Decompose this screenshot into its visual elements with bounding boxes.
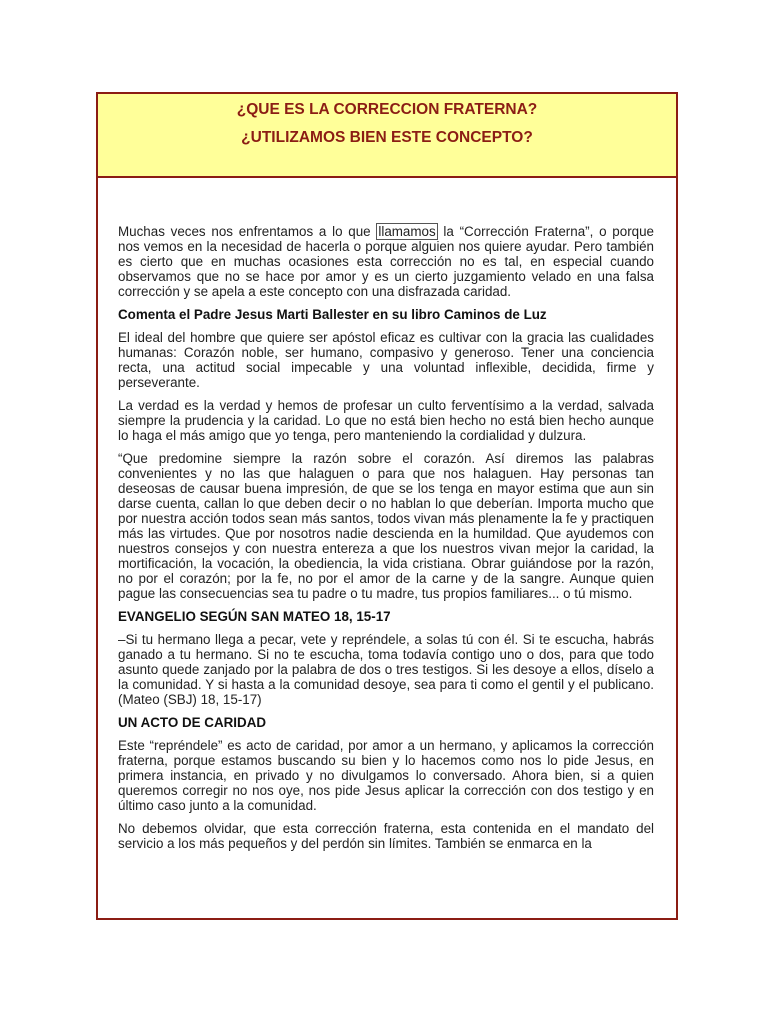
document-frame: [96, 92, 678, 920]
section-heading-caridad: UN ACTO DE CARIDAD: [118, 715, 267, 730]
document-body: [98, 178, 676, 851]
paragraph-reprendele: Este “repréndele” es acto de caridad, por amor a un hermano, y aplicamos la corrección fraterna, porque estamos buscando su bien y lo hacemos como nos lo pide Jesus, en primera instancia, en privado y no divulgamos lo conversado. Ahora bien, si a quien queremos corregir no nos oye, nos pide Jesus aplicar la corrección con dos testigo y en último caso junto a la comunidad.: [118, 738, 654, 813]
title-line-2: ¿UTILIZAMOS BIEN ESTE CONCEPTO?: [241, 129, 533, 146]
title-box: [98, 94, 676, 178]
paragraph-verdad: La verdad es la verdad y hemos de profesar un culto ferventísimo a la verdad, salvada siempre la prudencia y la caridad. Lo que no está bien hecho no está bien hecho aunque lo haga el más amigo que yo tenga, pero manteniendo la cordialidad y dulzura.: [118, 398, 654, 443]
paragraph-intro-end: la “Corrección Fraterna”, o porque nos vemos en la necesidad de hacerla o porque alguien nos quiere ayudar. Pero también es cierto que en muchas ocasiones esta corrección no es tal, en especial cuando observamos que no se hace por amor y es un cierto juzgamiento velado en una falsa corrección y se apela a este concepto con una disfrazada caridad.: [118, 224, 654, 299]
paragraph-gospel: –Si tu hermano llega a pecar, vete y repréndele, a solas tú con él. Si te escucha, habrás ganado a tu hermano. Si no te escucha, toma todavía contigo uno o dos, para que todo asunto quede zanjado por la palabra de dos o tres testigos. Si les desoye a ellos, díselo a la comunidad. Y si hasta a la comunidad desoye, sea para ti como el gentil y el publicano. (Mateo (SBJ) 18, 15-17): [118, 632, 654, 707]
section-heading-evangelio: EVANGELIO SEGÚN SAN MATEO 18, 15-17: [118, 609, 391, 624]
paragraph-intro: [118, 224, 654, 299]
title-line-1: ¿QUE ES LA CORRECCION FRATERNA?: [236, 101, 538, 118]
paragraph-quote: “Que predomine siempre la razón sobre el corazón. Así diremos las palabras convenientes y no las que halaguen o para que nos halaguen. Hay personas tan deseosas de causar buena impresión, de que se los tenga en mayor estima que aun sin darse cuenta, callan lo que deben decir o no hablan lo que deberían. Importa mucho que por nuestra acción todos sean más santos, todos vivan más plenamente la fe y practiquen más las virtudes. Que por nosotros nadie descienda en la humildad. Que ayudemos con nuestros consejos y con nuestra entereza a que los nuestros vivan mejor la caridad, la mortificación, la vocación, la obediencia, la vida cristiana. Obrar guiándose por la razón, no por el corazón; por la fe, no por el amor de la carne y de la sangre. Aunque quien pague las consecuencias sea tu padre o tu madre, tus propios familiares... o tú mismo.: [118, 451, 654, 601]
paragraph-ideal: El ideal del hombre que quiere ser apóstol eficaz es cultivar con la gracia las cualidades humanas: Corazón noble, ser humano, compasivo y generoso. Tener una conciencia recta, una actitud social impecable y una voluntad inflexible, decidida, firme y perseverante.: [118, 330, 654, 390]
highlighted-word: llamamos: [378, 224, 436, 239]
paragraph-intro-start: Muchas veces nos enfrentamos a lo que: [118, 224, 377, 239]
section-heading-comenta: Comenta el Padre Jesus Marti Ballester en su libro Caminos de Luz: [118, 307, 547, 322]
paragraph-olvidar: No debemos olvidar, que esta corrección fraterna, esta contenida en el mandato del servicio a los más pequeños y del perdón sin límites. También se enmarca en la: [118, 821, 654, 851]
